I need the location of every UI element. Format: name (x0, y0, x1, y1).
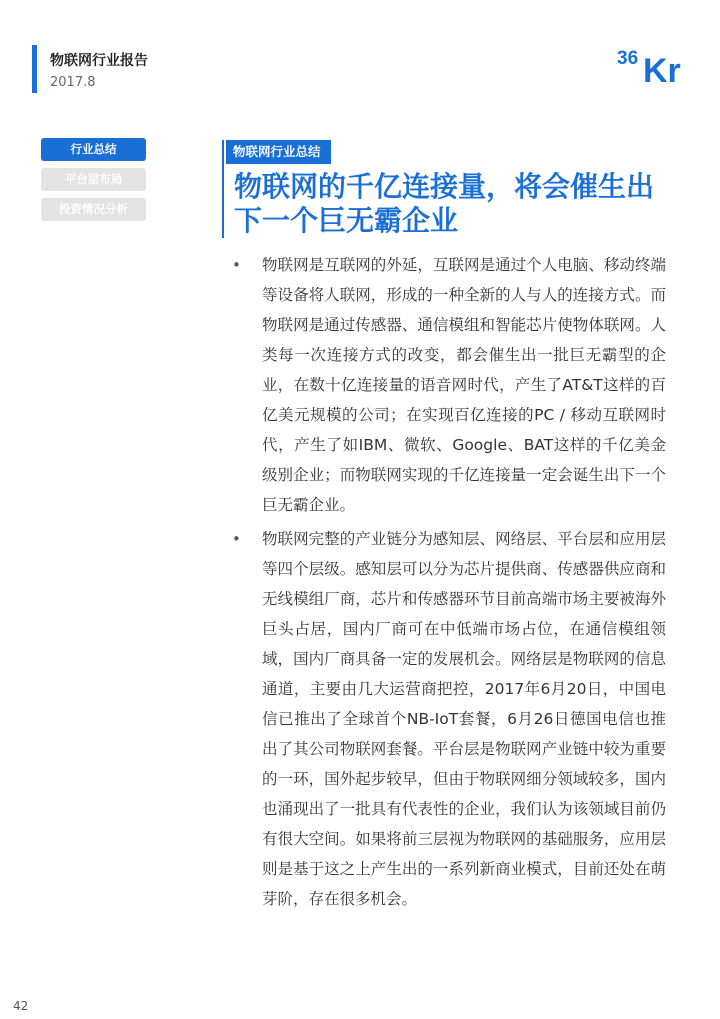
page-number: 42 (13, 999, 29, 1013)
sidebar-item-investment-analysis[interactable]: 投资情况分析 (41, 198, 146, 221)
svg-text:36: 36 (617, 48, 639, 69)
sidebar-nav (41, 138, 146, 228)
sidebar-item-platform-layout[interactable]: 平台层布局 (41, 168, 146, 191)
sidebar-item-industry-summary[interactable]: 行业总结 (41, 138, 146, 161)
list-item (226, 250, 666, 520)
36kr-logo (617, 44, 693, 84)
header-accent-bar (32, 45, 37, 93)
section-headline: 物联网的千亿连接量，将会催生出下一个巨无霸企业 (234, 170, 655, 237)
body-content (226, 250, 666, 918)
report-title: 物联网行业报告 (50, 53, 148, 69)
svg-text:Kr: Kr (643, 52, 681, 84)
bullet-text: 物联网是互联网的外延，互联网是通过个人电脑、移动终端等设备将人联网，形成的一种全新的人与人的连接方式。而物联网是通过传感器、通信模组和智能芯片使物体联网。人类每一次连接方式的改变，都会催生出一批巨无霸型的企业，在数十亿连接量的语音网时代，产生了AT&T这样的百亿美元规模的公司；在实现百亿连接的PC / 移动互联网时代，产生了如IBM、微软、Google、BAT这样的千亿美金级别企业；而物联网实现的千亿连接量一定会诞生出下一个巨无霸企业。 (262, 256, 666, 514)
section-accent-line (222, 140, 224, 238)
bullet-text: 物联网完整的产业链分为感知层、网络层、平台层和应用层等四个层级。感知层可以分为芯片提供商、传感器供应商和无线模组厂商，芯片和传感器环节目前高端市场主要被海外巨头占居，国内厂商可在中低端市场占位，在通信模组领域，国内厂商具备一定的发展机会。网络层是物联网的信息通道，主要由几大运营商把控，2017年6月20日，中国电信已推出了全球首个NB-IoT套餐，6月26日德国电信也推出了其公司物联网套餐。平台层是物联网产业链中较为重要的一环，国外起步较早，但由于物联网细分领域较多，国内也涌现出了一批具有代表性的企业，我们认为该领域目前仍有很大空间。如果将前三层视为物联网的基础服务，应用层则是基于这之上产生出的一系列新商业模式，目前还处在萌芽阶，存在很多机会。 (262, 530, 666, 908)
bullet-dot: • (232, 256, 241, 274)
list-item (226, 524, 666, 914)
section-tag: 物联网行业总结 (226, 140, 331, 164)
report-date: 2017.8 (50, 75, 96, 90)
bullet-dot: • (232, 530, 241, 548)
